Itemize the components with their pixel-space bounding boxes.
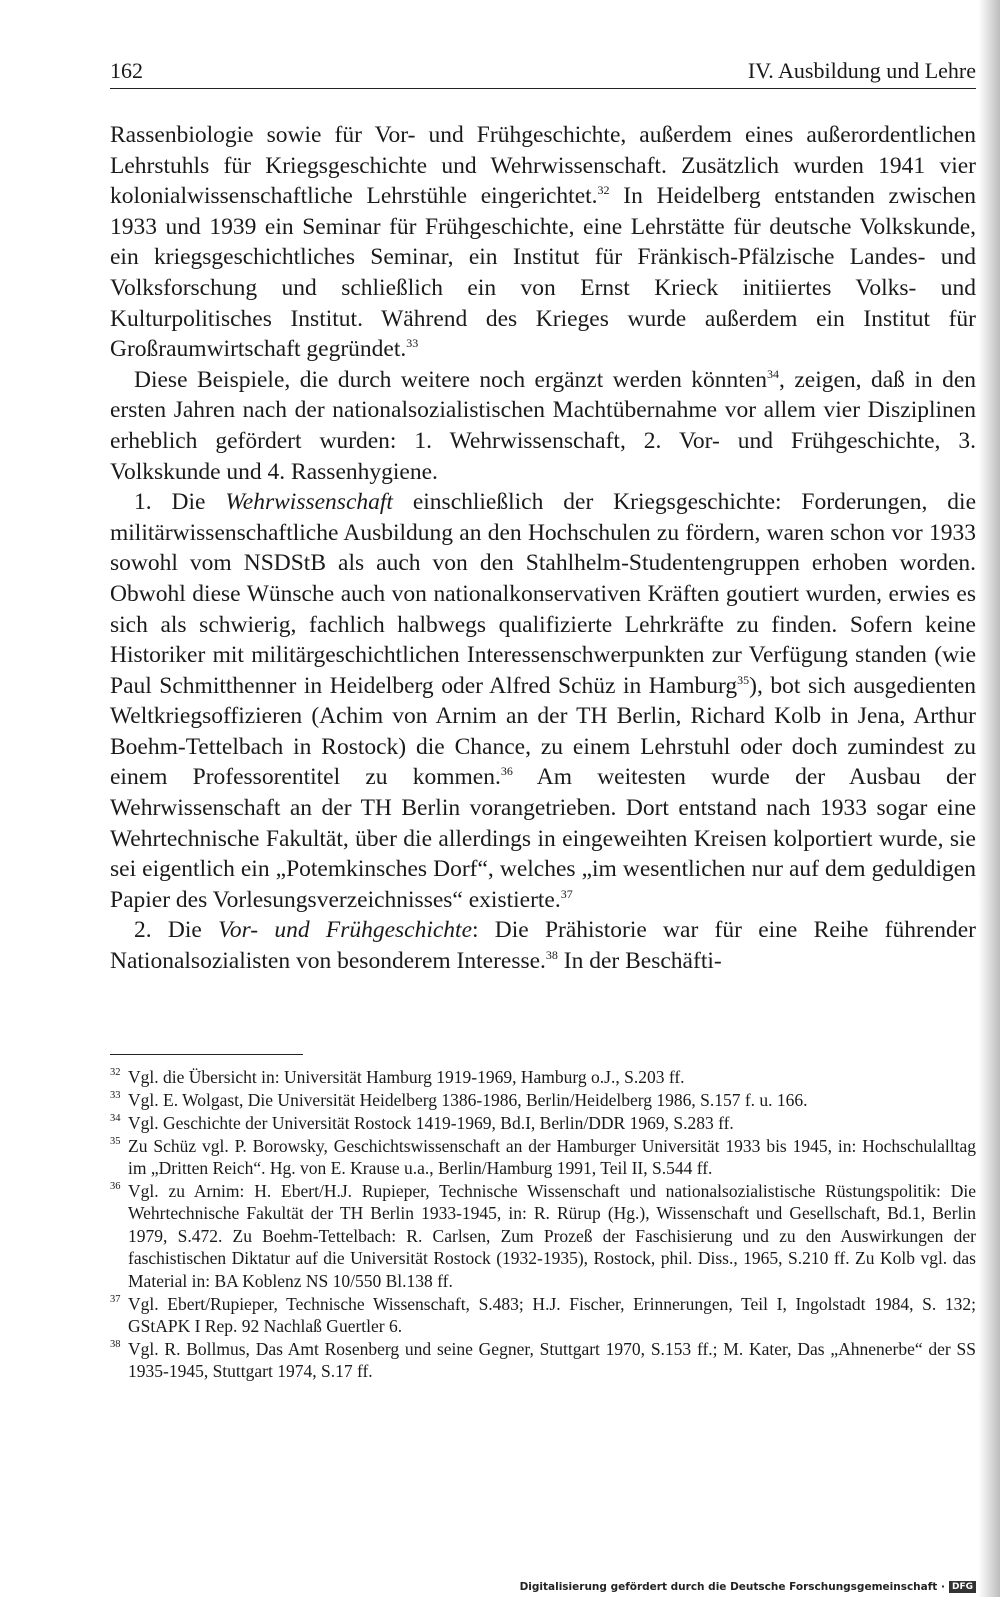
paragraph bbox=[110, 915, 976, 976]
emphasis: Vor- und Frühgeschichte bbox=[218, 917, 473, 944]
dfg-logo: DFG bbox=[949, 1581, 976, 1593]
footnote-text: Vgl. die Übersicht in: Universität Hamburg 1919-1969, Hamburg o.J., S.203 ff. bbox=[128, 1067, 685, 1087]
footnote-number: 37 bbox=[110, 1293, 121, 1305]
footnote-ref: 37 bbox=[560, 886, 573, 901]
text-run: : Die Prähistorie war für eine Reihe führender Nationalsozialisten von besonderem Interesse. bbox=[110, 917, 976, 975]
text-run: In der Beschäfti- bbox=[557, 948, 722, 975]
chapter-title: IV. Ausbildung und Lehre bbox=[747, 58, 976, 83]
footnote-text: Zu Schüz vgl. P. Borowsky, Geschichtswissenschaft an der Hamburger Universität 1933 bis 1945, in: Hochschulalltag im „Dritten Reich“. Hg. von E. Krause u.a., Berlin/Hamburg 1991, Teil II, S.544 ff. bbox=[128, 1135, 976, 1179]
text-run: einschließlich der Kriegsgeschichte: Forderungen, die militärwissenschaftliche Ausbildung an den Hochschulen zu fördern, waren schon vor 1933 sowohl vom NSDStB als auch von den Stahlhelm-Studentengruppen erhoben worden. Obwohl diese Wünsche auch von nationalkonservativen Kräften goutiert wurden, erwies es sich als schwierig, fachlich halbwegs qualifizierte Lehrkräfte zu finden. Sofern keine Historiker mit militärgeschichtlichen Interessenschwerpunkten zur Verfügung standen (wie Paul Schmitthenner in Heidelberg oder Alfred Schüz in Hamburg bbox=[110, 489, 976, 699]
footnotes bbox=[110, 1066, 976, 1383]
text-run: In Heidelberg entstanden zwischen 1933 und 1939 ein Seminar für Frühgeschichte, eine Lehrstätte für deutsche Volkskunde, ein kriegsgeschichtliches Seminar, ein Institut für Fränkisch-Pfälzische Landes- und Volksforschung und schließlich ein von Ernst Krieck initiiertes Volks- und Kulturpolitisches Institut. Während des Krieges wurde außerdem ein Institut für Großraumwirtschaft gegründet. bbox=[110, 183, 976, 363]
footnote-separator bbox=[110, 1054, 303, 1055]
footnote bbox=[110, 1338, 976, 1383]
footnote-ref: 35 bbox=[737, 672, 750, 687]
footnote bbox=[110, 1293, 976, 1338]
footnote-number: 36 bbox=[110, 1181, 121, 1193]
text-run: , zeigen, daß in den ersten Jahren nach der nationalsozialistischen Machtübernahme vor allem vier Disziplinen erheblich gefördert wurden: 1. Wehrwissenschaft, 2. Vor- und Frühgeschichte, 3. Volkskunde und 4. Rassenhygiene. bbox=[110, 366, 976, 485]
footnote-number: 38 bbox=[110, 1338, 121, 1350]
footnote-ref: 33 bbox=[406, 336, 419, 351]
digitization-watermark bbox=[520, 1581, 976, 1593]
text-run: 1. Die bbox=[134, 489, 226, 516]
footnote bbox=[110, 1180, 976, 1292]
emphasis: Wehrwissenschaft bbox=[225, 489, 393, 516]
footnote-number: 34 bbox=[110, 1112, 121, 1124]
page-number: 162 bbox=[110, 58, 143, 83]
text-run: Am weitesten wurde der Ausbau der Wehrwissenschaft an der TH Berlin vorangetrieben. Dort entstand nach 1933 sogar eine Wehrtechnische Fakultät, über die allerdings in eingeweihten Kreisen kolportiert wurde, sie sei eigentlich ein „Potemkinsches Dorf“, welches „im wesentlichen nur auf dem geduldigen Papier des Vorlesungsverzeichnisses“ existierte. bbox=[110, 764, 976, 913]
running-header bbox=[110, 56, 976, 89]
text-run: 2. Die bbox=[134, 917, 219, 944]
footnote-ref: 32 bbox=[597, 183, 610, 198]
body-text bbox=[110, 120, 976, 977]
footnote bbox=[110, 1135, 976, 1180]
footnote-number: 32 bbox=[110, 1067, 121, 1078]
footnote-ref: 38 bbox=[545, 948, 558, 963]
footnote-number: 35 bbox=[110, 1135, 121, 1147]
text-run: Diese Beispiele, die durch weitere noch ergänzt werden könnten bbox=[134, 366, 768, 393]
text-run: Rassenbiologie sowie für Vor- und Frühgeschichte, außerdem eines außerordentlichen Lehrstuhls für Kriegsgeschichte und Wehrwissenschaft. Zusätzlich wurden 1941 vier kolonialwissenschaftliche Lehrstühle eingerichtet. bbox=[110, 122, 976, 210]
paragraph bbox=[110, 120, 976, 365]
text-run: ), bot sich ausgedienten Weltkriegsoffizieren (Achim von Arnim an der TH Berlin, Richard Kolb in Jena, Arthur Boehm-Tettelbach in Rostock) die Chance, zu einem Lehrstuhl oder doch zumindest zu einem Professorentitel zu kommen. bbox=[110, 672, 977, 791]
footnote-number: 33 bbox=[110, 1089, 121, 1101]
paragraph bbox=[110, 487, 976, 915]
footnote bbox=[110, 1089, 976, 1111]
footnote-text: Vgl. Ebert/Rupieper, Technische Wissenschaft, S.483; H.J. Fischer, Erinnerungen, Teil I, Ingolstadt 1984, S. 132; GStAPK I Rep. 92 Nachlaß Guertler 6. bbox=[128, 1293, 976, 1336]
footnote-text: Vgl. R. Bollmus, Das Amt Rosenberg und seine Gegner, Stuttgart 1970, S.153 ff.; M. Kater, Das „Ahnenerbe“ der SS 1935-1945, Stuttgart 1974, S.17 ff. bbox=[128, 1338, 976, 1382]
page-edge-shadow bbox=[978, 0, 1000, 1597]
footnote-ref: 36 bbox=[500, 764, 513, 779]
footnote bbox=[110, 1112, 976, 1134]
watermark-text: Digitalisierung gefördert durch die Deutsche Forschungsgemeinschaft · bbox=[519, 1581, 945, 1593]
footnote bbox=[110, 1066, 976, 1088]
footnote-ref: 34 bbox=[767, 366, 780, 381]
footnote-text: Vgl. zu Arnim: H. Ebert/H.J. Rupieper, Technische Wissenschaft und nationalsozialistische Rüstungspolitik: Die Wehrtechnische Fakultät der TH Berlin 1933-1945, in: R. Rürup (Hg.), Wissenschaft und Gesellschaft, Bd.1, Berlin 1979, S.472. Zu Boehm-Tettelbach: R. Carlsen, Zum Prozeß der Faschisierung und zu den Auswirkungen der faschistischen Diktatur auf die Universität Rostock (1932-1935), Rostock, phil. Diss., 1965, S.210 ff. Zu Kolb vgl. das Material in: BA Koblenz NS 10/550 Bl.138 ff. bbox=[128, 1181, 976, 1291]
footnote-text: Vgl. Geschichte der Universität Rostock 1419-1969, Bd.I, Berlin/DDR 1969, S.283 ff. bbox=[128, 1112, 734, 1133]
footnote-text: Vgl. E. Wolgast, Die Universität Heidelberg 1386-1986, Berlin/Heidelberg 1986, S.157 f. u. 166. bbox=[128, 1089, 808, 1110]
paragraph bbox=[110, 365, 976, 487]
